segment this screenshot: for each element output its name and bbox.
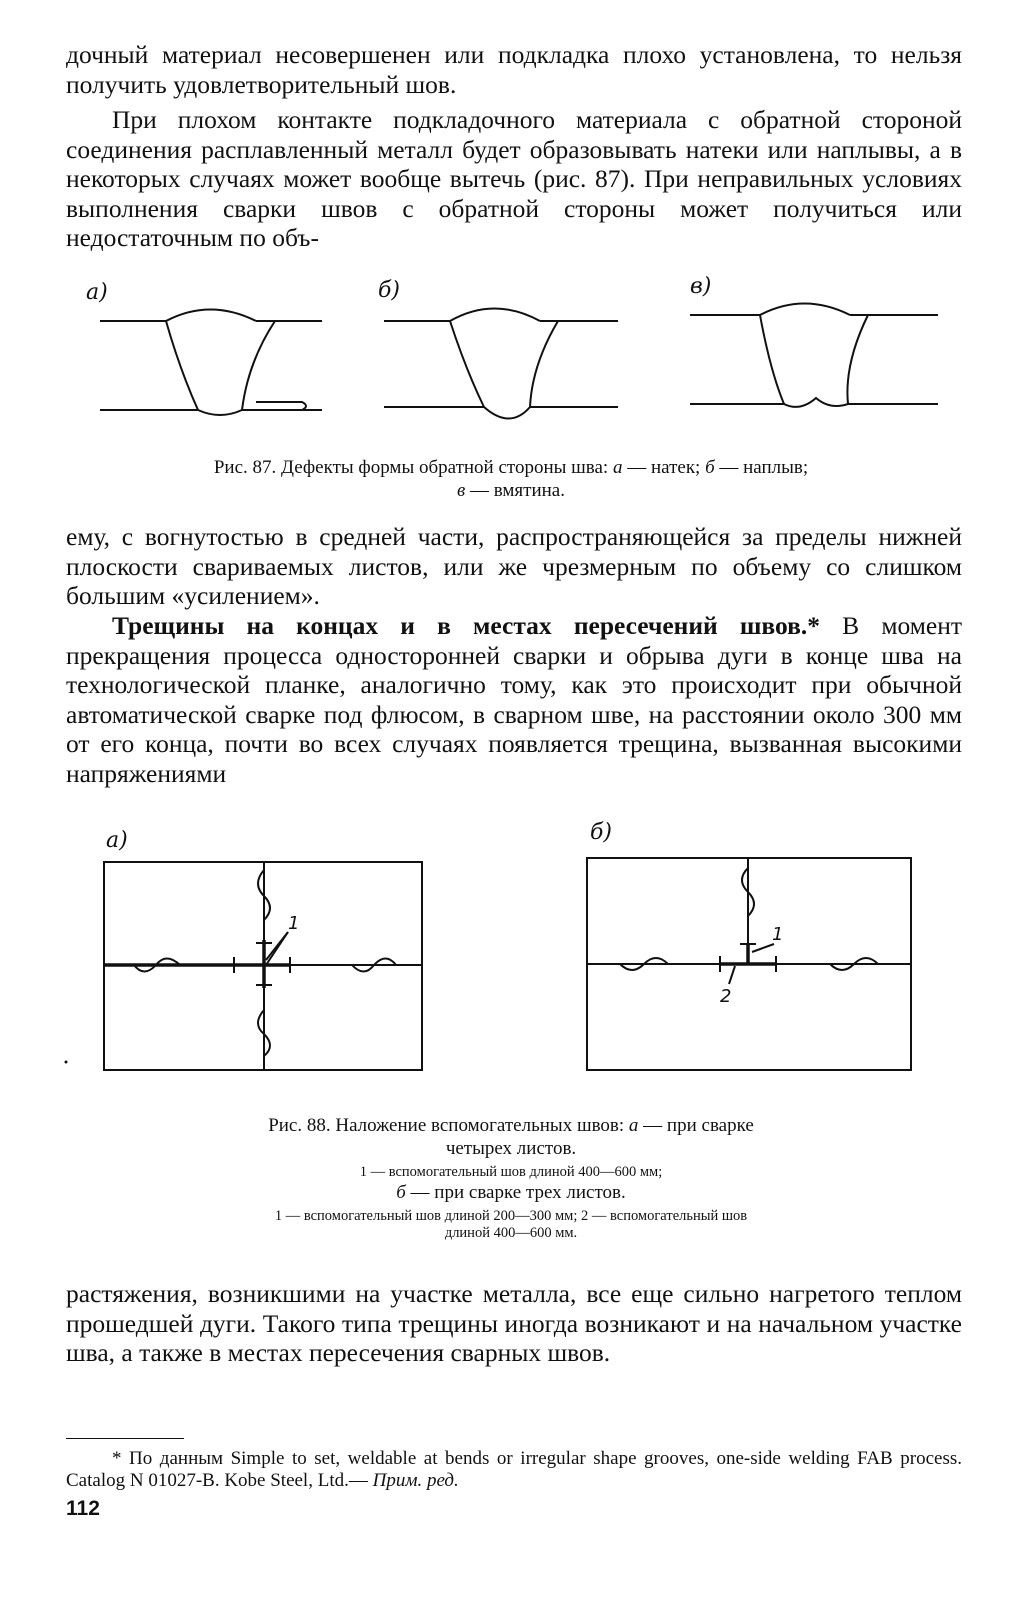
fig87-caption-b-letter: б — [705, 457, 715, 478]
fig88-three-sheets — [587, 858, 911, 1070]
fig88-caption-note2-line1: 1 — вспомогательный шов длиной 200—300 мм; 2 — вспомогательный шов — [274, 1208, 748, 1224]
fig88-dot — [65, 1061, 68, 1064]
fig88-caption-line2: четырех листов. — [445, 1138, 577, 1159]
fig87-caption-c-text: — вмятина. — [465, 480, 565, 501]
page-number: 112 — [66, 1497, 100, 1520]
fig88-caption-b-letter: б — [396, 1182, 406, 1203]
fig87-drawing — [70, 270, 950, 440]
fig88-caption — [90, 1114, 932, 1242]
fig88-a-num-1: 1 — [288, 913, 300, 934]
paragraph-2: При плохом контакте подкладочного материала с обратной стороной соединения расплавленный металл будет образовывать натеки или наплывы, а в некоторых случаях может вообще вытечь (рис. 87). При неправильных условиях выполнения сварки швов с обратной стороны может получиться или недостаточным по объ- — [66, 105, 962, 252]
fig87-caption-c-letter: в — [457, 480, 466, 501]
figure-87 — [70, 270, 950, 440]
paragraph-5: растяжения, возникшими на участке металла, все еще сильно нагретого теплом прошедшей дуги. Такого типа трещины иногда возникают и на начальном участке шва, а также в местах пересечения сварных швов. — [66, 1279, 962, 1367]
fig88-caption-note2-line2: длиной 400—600 мм. — [444, 1225, 578, 1241]
fig88-caption-a-letter: а — [628, 1115, 639, 1136]
fig88-b-num-1: 1 — [772, 924, 784, 945]
footnote-editor-note: Прим. ред. — [372, 1470, 459, 1491]
fig87-weld-b — [384, 309, 618, 419]
section-heading-cracks: Трещины на концах и в местах пересечений швов.* — [112, 611, 821, 640]
fig88-four-sheets — [104, 862, 422, 1070]
fig88-caption-a-text: — при сварке — [638, 1115, 754, 1136]
paragraph-3: ему, с вогнутостью в средней части, распространяющейся за пределы нижней плоскости свариваемых листов, или же чрезмерным по объему со слишком большим «усилением». — [66, 522, 962, 610]
fig87-weld-c — [690, 304, 938, 407]
fig87-weld-a — [100, 310, 322, 416]
fig87-label-a: а) — [86, 280, 108, 305]
fig88-b-num-2: 2 — [720, 986, 732, 1007]
fig88-label-b: б) — [590, 820, 613, 845]
fig87-caption — [90, 456, 932, 502]
fig87-caption-a-letter: а — [612, 457, 623, 478]
footnote-text: * По данным Simple to set, weldable at bends or irregular shape grooves, one-side welding FAB process. Catalog N 01027-B. Kobe Steel, Ltd.— — [66, 1448, 962, 1491]
figure-88 — [90, 820, 930, 1090]
fig87-label-b: б) — [378, 278, 401, 303]
fig88-caption-line1 — [90, 1114, 932, 1137]
paragraph-1: дочный материал несовершенен или подкладка плохо установлена, то нельзя получить удовлетворительный шов. — [66, 40, 962, 99]
fig87-caption-b-text: — наплыв; — [714, 457, 809, 478]
fig87-label-c: в) — [690, 274, 712, 299]
fig88-caption-prefix: Рис. 88. Наложение вспомогательных швов: — [268, 1115, 629, 1136]
fig88-drawing — [90, 820, 930, 1090]
fig88-label-a: а) — [106, 828, 128, 853]
footnote-rule — [66, 1438, 184, 1439]
fig88-caption-note1: 1 — вспомогательный шов длиной 400—600 мм; — [359, 1164, 663, 1180]
fig88-caption-b-text: — при сварке трех листов. — [405, 1182, 626, 1203]
fig88-caption-line3 — [90, 1181, 932, 1204]
paragraph-4 — [66, 611, 962, 788]
footnote — [66, 1448, 962, 1492]
paragraph-4-body: В момент прекращения процесса односторонней сварки и обрыва дуги в конце шва на технологической планке, аналогично тому, как это происходит при обычной автоматической сварке под флюсом, в сварном шве, на расстоянии около 300 мм от его конца, почти во всех случаях появляется трещина, вызванная высокими напряжениями — [66, 611, 962, 788]
fig87-caption-a-text: — натек; — [622, 457, 706, 478]
fig87-caption-prefix: Рис. 87. Дефекты формы обратной стороны шва: — [213, 457, 613, 478]
